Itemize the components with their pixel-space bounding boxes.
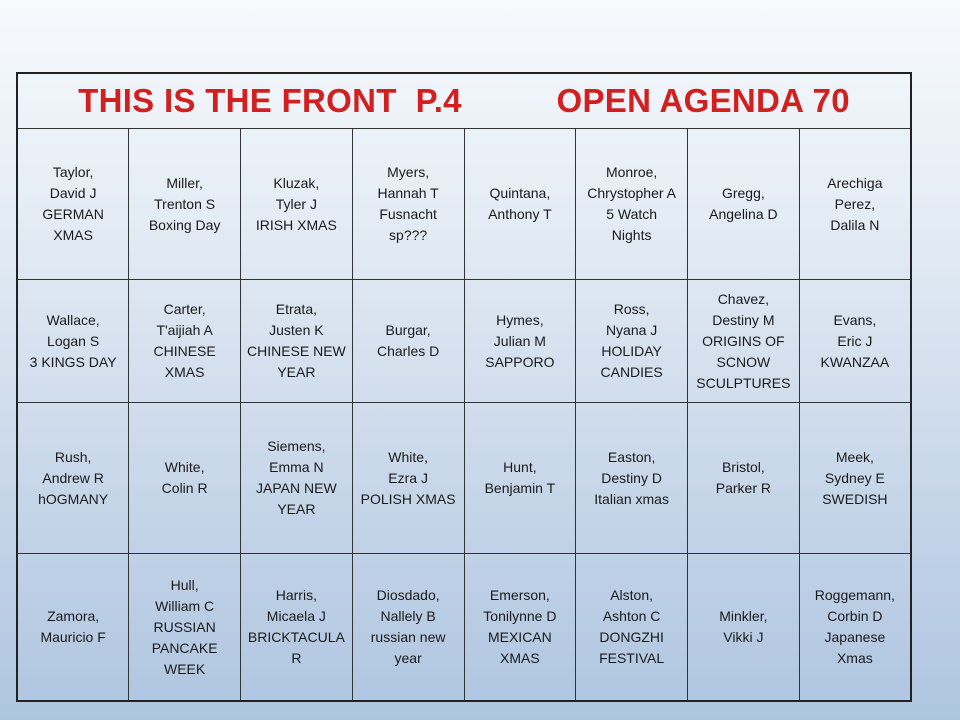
seat-text: russian new [370,629,446,645]
seat-text: BRICKTACULA [247,629,345,645]
seat-text: Emerson, [489,587,550,603]
seat-text: 3 KINGS DAY [29,353,117,370]
table-row [17,129,911,280]
seat-cell [464,554,576,702]
seat-text: Tyler J [275,195,317,212]
seat-cell [464,280,576,403]
seat-text: Justen K [269,322,324,338]
seat-text: Carter, [163,301,206,317]
seat-cell [129,403,241,554]
seat-text: Emma N [269,459,324,475]
seat-cell [17,403,129,554]
seat-cell [129,280,241,403]
seat-text: Rush, [54,448,92,465]
seat-text: Bristol, [721,459,765,475]
seat-text: Nallely B [380,608,436,624]
seat-text: SCULPTURES [696,374,791,391]
seat-text: SAPPORO [485,353,555,370]
seat-text: White, [388,448,428,465]
seat-text: Chavez, [717,290,770,307]
seating-chart-table [16,72,912,702]
seat-text: Mauricio F [40,629,106,645]
seat-text: Perez, [834,195,876,212]
seat-cell [241,280,353,403]
seat-text: Hymes, [496,311,544,328]
seat-text: Corbin D [827,608,883,624]
seat-text: SCNOW [716,353,771,370]
seat-text: Benjamin T [484,480,556,496]
seat-text: White, [164,459,205,475]
seat-text: Minkler, [719,608,768,624]
seat-cell [17,280,129,403]
seat-cell [576,403,688,554]
seat-text: Gregg, [721,185,765,201]
seat-text: Hunt, [503,459,537,475]
seat-cell [799,403,911,554]
seat-text: Anthony T [488,206,552,222]
page-title: THIS IS THE FRONT P.4 OPEN AGENDA 70 [17,73,911,129]
table-row [17,554,911,702]
seat-text: Zamora, [47,608,100,624]
seat-text: Italian xmas [594,490,669,507]
seat-cell [576,129,688,280]
seat-text: Chrystopher A [587,185,676,201]
seat-text: Siemens, [267,438,326,454]
seat-cell [241,129,353,280]
seat-text: Ross, [613,301,650,317]
seat-cell [576,554,688,702]
seat-text: CHINESE NEW [246,343,346,359]
seat-text: Roggemann, [814,587,895,603]
seat-text: Arechiga [827,174,883,191]
seat-text: hOGMANY [38,490,109,507]
seat-cell [464,129,576,280]
seat-text: Harris, [275,587,317,603]
seat-text: JAPAN NEW [256,480,337,496]
seat-cell [688,280,800,403]
seat-text: T'aijiah A [156,322,213,338]
seat-cell [17,554,129,702]
table-row [17,280,911,403]
seat-text: Boxing Day [148,216,221,233]
seat-text: Burgar, [385,322,431,338]
seat-text: GERMAN [42,206,104,222]
seat-text: FESTIVAL [599,650,665,666]
seat-text: Fusnacht [379,206,437,222]
seat-text: Japanese [824,629,886,645]
seat-cell [688,554,800,702]
seat-text: Tonilynne D [483,608,557,624]
seat-text: HOLIDAY [601,343,662,359]
seat-text: 5 Watch [606,206,658,222]
seat-text: William C [155,597,215,614]
seat-text: Ashton C [602,608,661,624]
seat-text: Vikki J [723,629,764,645]
seat-cell [241,554,353,702]
seat-text: Etrata, [275,301,317,317]
seat-text: David J [49,185,97,201]
seat-cell [241,403,353,554]
seat-text: Logan S [47,332,100,349]
seat-cell [352,554,464,702]
seat-cell [17,129,129,280]
seat-text: Evans, [833,311,877,328]
seat-cell [688,129,800,280]
seat-text: CANDIES [600,364,663,380]
seat-cell [352,403,464,554]
seat-text: Charles D [377,343,440,359]
seat-text: Hannah T [377,185,439,201]
seat-text: Trenton S [154,195,216,212]
seat-text: Julian M [493,332,546,349]
seat-text: Myers, [387,164,430,180]
seat-text: Miller, [166,174,203,191]
seat-text: Wallace, [46,311,100,328]
seat-text: Monroe, [605,164,658,180]
table-row [17,403,911,554]
seat-text: Sydney E [824,469,885,486]
seat-text: Ezra J [388,469,428,486]
seat-cell [129,129,241,280]
seat-text: Nights [611,227,652,243]
seat-text: Diosdado, [376,587,440,603]
seat-cell [352,129,464,280]
seat-cell [464,403,576,554]
seat-text: Kluzak, [273,174,320,191]
seat-text: Parker R [715,480,771,496]
seat-text: YEAR [277,501,316,517]
seat-text: sp??? [389,227,428,243]
seat-text: Destiny D [601,469,662,486]
seat-text: Micaela J [266,608,326,624]
seat-text: Nyana J [605,322,658,338]
seat-text: CHINESE [153,343,216,359]
seat-text: XMAS [53,227,93,243]
seat-cell [688,403,800,554]
seat-text: R [291,650,302,666]
seat-text: Xmas [836,650,873,666]
seat-text: Colin R [161,480,208,496]
title-row [17,73,911,129]
seat-text: Taylor, [52,164,94,180]
seat-text: year [394,650,422,666]
seat-cell [129,554,241,702]
seat-cell [352,280,464,403]
seat-text: DONGZHI [599,629,664,645]
seat-text: Quintana, [489,185,551,201]
seat-text: SWEDISH [822,490,888,507]
seat-text: RUSSIAN [153,618,216,635]
seat-text: IRISH XMAS [255,216,337,233]
seat-cell [576,280,688,403]
seat-text: Angelina D [709,206,778,222]
seat-text: XMAS [164,364,205,380]
seat-cell [799,280,911,403]
seat-text: Destiny M [712,311,775,328]
seat-text: XMAS [500,650,540,666]
seat-text: WEEK [164,660,206,677]
seat-cell [799,554,911,702]
seat-text: KWANZAA [820,353,890,370]
seat-cell [799,129,911,280]
seat-text: Easton, [607,448,656,465]
seat-text: Eric J [837,332,873,349]
seat-text: ORIGINS OF [702,332,785,349]
seat-text: Hull, [170,576,199,593]
seat-text: MEXICAN [487,629,552,645]
seat-text: POLISH XMAS [360,490,456,507]
seat-text: Meek, [835,448,874,465]
seat-text: Andrew R [42,469,104,486]
seat-text: Alston, [610,587,654,603]
seat-text: PANCAKE [151,639,218,656]
seat-text: Dalila N [830,216,880,233]
seat-text: YEAR [277,364,316,380]
